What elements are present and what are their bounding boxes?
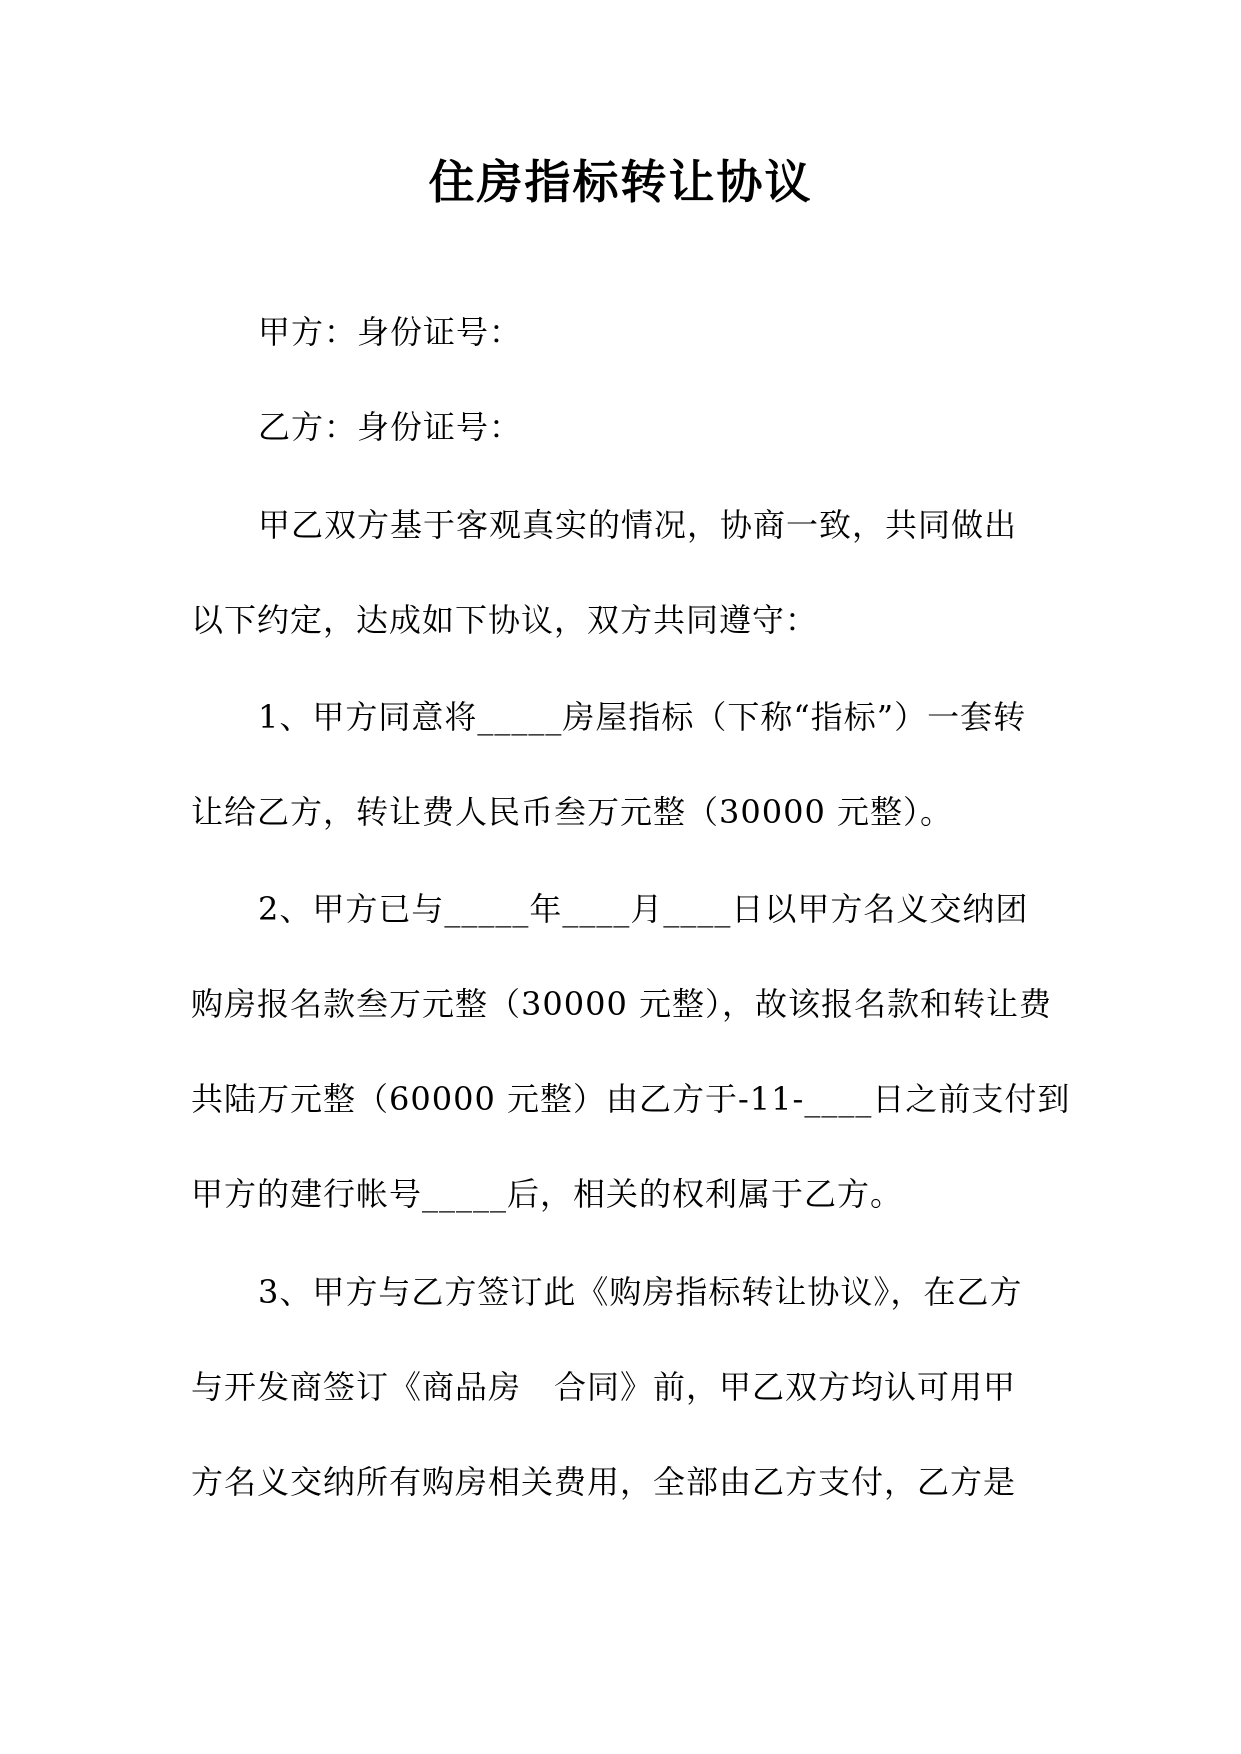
clause-3-line-1: 3、甲方与乙方签订此《购房指标转让协议》，在乙方 — [258, 1273, 1023, 1311]
clause-3-line-2: 与开发商签订《商品房 合同》前，甲乙双方均认可用甲 — [191, 1368, 1017, 1406]
party-a-line: 甲方：身份证号： — [258, 313, 523, 351]
clause-2-line-3: 共陆万元整（60000 元整）由乙方于-11-____日之前支付到 — [191, 1080, 1071, 1118]
preamble-line-2: 以下约定，达成如下协议，双方共同遵守： — [191, 601, 819, 639]
clause-2-line-1: 2、甲方已与_____年____月____日以甲方名义交纳团 — [258, 890, 1029, 928]
clause-2-line-4: 甲方的建行帐号_____后，相关的权利属于乙方。 — [191, 1175, 904, 1213]
clause-2-line-2: 购房报名款叁万元整（30000 元整），故该报名款和转让费 — [191, 985, 1052, 1023]
clause-3-line-3: 方名义交纳所有购房相关费用，全部由乙方支付，乙方是 — [191, 1463, 1017, 1501]
party-b-line: 乙方：身份证号： — [258, 408, 523, 446]
preamble-line-1: 甲乙双方基于客观真实的情况，协商一致，共同做出 — [258, 506, 1018, 544]
document-title: 住房指标转让协议 — [428, 155, 813, 209]
clause-1-line-2: 让给乙方，转让费人民币叁万元整（30000 元整）。 — [191, 793, 953, 831]
clause-1-line-1: 1、甲方同意将_____房屋指标（下称“指标”）一套转 — [258, 698, 1027, 736]
